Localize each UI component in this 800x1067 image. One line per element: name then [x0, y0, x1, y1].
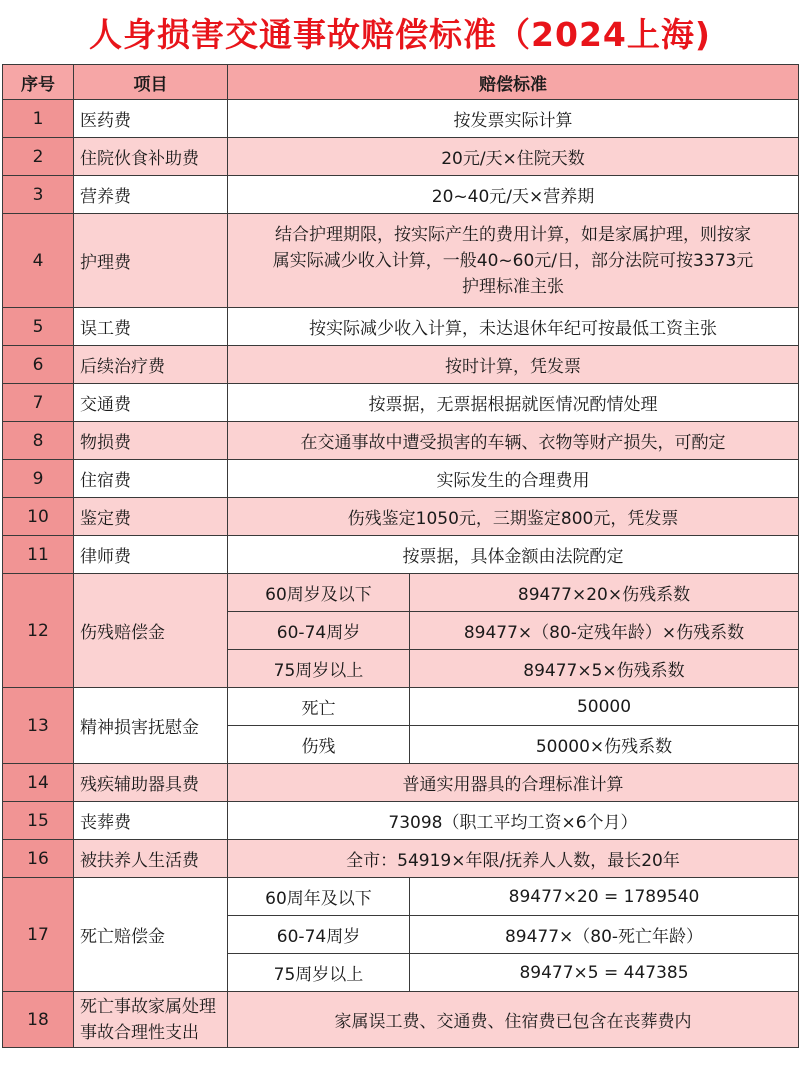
row-item: 物损费 — [74, 422, 228, 460]
row-standard: 按发票实际计算 — [228, 100, 799, 138]
header-standard: 赔偿标准 — [228, 65, 799, 100]
row-standard: 73098（职工平均工资×6个月） — [228, 802, 799, 840]
row-condition: 60-74周岁 — [228, 612, 410, 650]
page-title: 人身损害交通事故赔偿标准（2024上海) — [89, 14, 711, 54]
row-standard: 20元/天×住院天数 — [228, 138, 799, 176]
row-standard: 按实际减少收入计算，未达退休年纪可按最低工资主张 — [228, 308, 799, 346]
row-standard: 89477×20×伤残系数 — [410, 574, 799, 612]
row-item: 后续治疗费 — [74, 346, 228, 384]
row-condition: 60-74周岁 — [228, 916, 410, 954]
row-item: 住宿费 — [74, 460, 228, 498]
row-condition: 60周年及以下 — [228, 878, 410, 916]
row-item: 被扶养人生活费 — [74, 840, 228, 878]
table-row — [3, 422, 799, 460]
row-condition: 75周岁以上 — [228, 954, 410, 992]
row-item: 交通费 — [74, 384, 228, 422]
table-row — [3, 574, 799, 612]
row-number: 15 — [3, 802, 74, 840]
row-condition: 死亡 — [228, 688, 410, 726]
row-item: 误工费 — [74, 308, 228, 346]
table-row — [3, 384, 799, 422]
table-row — [3, 840, 799, 878]
row-number: 1 — [3, 100, 74, 138]
row-standard: 在交通事故中遭受损害的车辆、衣物等财产损失，可酌定 — [228, 422, 799, 460]
row-number: 9 — [3, 460, 74, 498]
row-standard-line: 护理标准主张 — [462, 276, 564, 297]
row-standard-line: 属实际减少收入计算，一般40~60元/日，部分法院可按3373元 — [272, 250, 754, 271]
row-item: 丧葬费 — [74, 802, 228, 840]
row-item: 律师费 — [74, 536, 228, 574]
row-item: 护理费 — [74, 214, 228, 308]
table-row — [3, 176, 799, 214]
row-number: 14 — [3, 764, 74, 802]
row-standard: 家属误工费、交通费、住宿费已包含在丧葬费内 — [228, 992, 799, 1048]
row-standard: 50000 — [410, 688, 799, 726]
row-number: 10 — [3, 498, 74, 536]
table-row — [3, 992, 799, 1048]
table-row — [3, 498, 799, 536]
table-row — [3, 100, 799, 138]
row-number: 16 — [3, 840, 74, 878]
row-standard: 伤残鉴定1050元，三期鉴定800元，凭发票 — [228, 498, 799, 536]
row-standard: 89477×5×伤残系数 — [410, 650, 799, 688]
row-standard: 89477×20 = 1789540 — [410, 878, 799, 916]
row-number: 17 — [3, 878, 74, 992]
row-number: 3 — [3, 176, 74, 214]
row-number: 5 — [3, 308, 74, 346]
row-standard: 按票据，无票据根据就医情况酌情处理 — [228, 384, 799, 422]
table-row — [3, 138, 799, 176]
table-row — [3, 536, 799, 574]
table-row — [3, 878, 799, 916]
row-standard: 50000×伤残系数 — [410, 726, 799, 764]
row-standard-line: 结合护理期限，按实际产生的费用计算，如是家属护理，则按家 — [275, 224, 751, 245]
row-number: 13 — [3, 688, 74, 764]
row-number: 11 — [3, 536, 74, 574]
row-standard: 按票据，具体金额由法院酌定 — [228, 536, 799, 574]
header-no: 序号 — [3, 65, 74, 100]
table-header-row — [3, 65, 799, 100]
row-standard: 实际发生的合理费用 — [228, 460, 799, 498]
row-item: 伤残赔偿金 — [74, 574, 228, 688]
row-item-line: 事故合理性支出 — [80, 1022, 199, 1043]
row-standard: 89477×5 = 447385 — [410, 954, 799, 992]
row-standard: 全市：54919×年限/抚养人人数，最长20年 — [228, 840, 799, 878]
table-row — [3, 346, 799, 384]
row-standard: 89477×（80-死亡年龄） — [410, 916, 799, 954]
row-number: 18 — [3, 992, 74, 1048]
row-item: 残疾辅助器具费 — [74, 764, 228, 802]
table-row — [3, 460, 799, 498]
header-item: 项目 — [74, 65, 228, 100]
row-standard: 按时计算，凭发票 — [228, 346, 799, 384]
row-number: 6 — [3, 346, 74, 384]
row-item: 精神损害抚慰金 — [74, 688, 228, 764]
row-condition: 60周岁及以下 — [228, 574, 410, 612]
row-standard: 20~40元/天×营养期 — [228, 176, 799, 214]
row-item: 鉴定费 — [74, 498, 228, 536]
table-row — [3, 764, 799, 802]
row-item: 死亡赔偿金 — [74, 878, 228, 992]
row-item-line: 死亡事故家属处理 — [80, 996, 216, 1017]
table-row — [3, 214, 799, 308]
row-number: 4 — [3, 214, 74, 308]
row-standard: 89477×（80-定残年龄）×伤残系数 — [410, 612, 799, 650]
table-row — [3, 802, 799, 840]
row-number: 8 — [3, 422, 74, 460]
table-row — [3, 688, 799, 726]
row-item: 营养费 — [74, 176, 228, 214]
compensation-table — [2, 64, 799, 1048]
row-standard: 普通实用器具的合理标准计算 — [228, 764, 799, 802]
row-item: 医药费 — [74, 100, 228, 138]
row-condition: 伤残 — [228, 726, 410, 764]
row-item — [74, 992, 228, 1048]
row-number: 12 — [3, 574, 74, 688]
table-row — [3, 308, 799, 346]
row-condition: 75周岁以上 — [228, 650, 410, 688]
row-number: 2 — [3, 138, 74, 176]
row-number: 7 — [3, 384, 74, 422]
row-standard — [228, 214, 799, 308]
row-item: 住院伙食补助费 — [74, 138, 228, 176]
